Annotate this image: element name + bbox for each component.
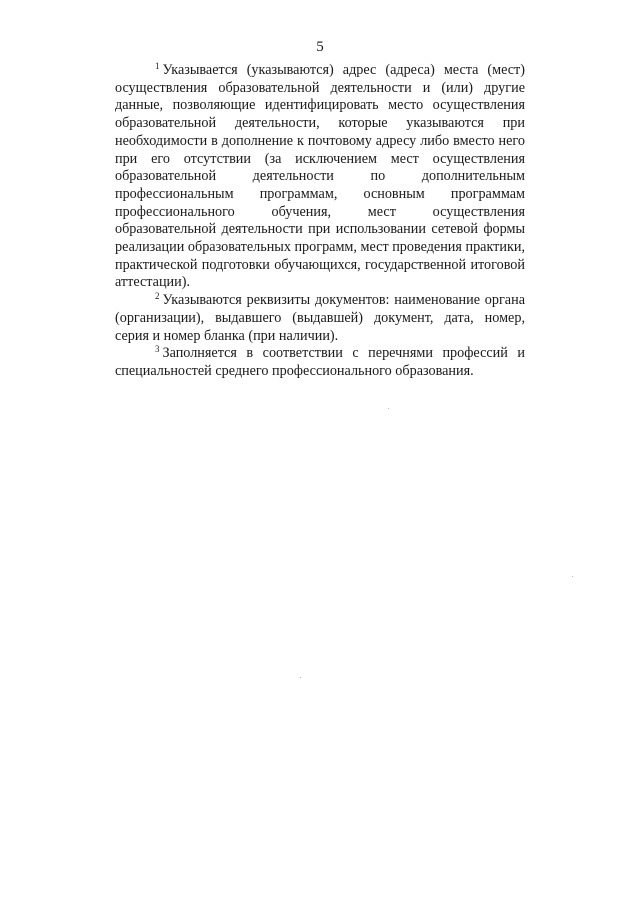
footnote-text-2: Указываются реквизиты документов: наименование органа (организации), выдавшего (выдавшей) документ, дата, номер, серия и номер бланка (при наличии).	[115, 292, 525, 344]
footnote-marker-3: 3	[155, 344, 160, 355]
footnotes-section	[115, 62, 525, 381]
footnote-1	[115, 62, 525, 292]
footnote-marker-2: 2	[155, 291, 160, 302]
footnote-text-1: Указывается (указываются) адрес (адреса) места (мест) осуществления образовательной деятельности и (или) другие данные, позволяющие идентифицировать место осуществления образовательной деятельности, которые указываются при необходимости в дополнение к почтовому адресу либо вместо него при его отсутствии (за исключением мест осуществления образовательной деятельности по дополнительным профессиональным программам, основным программам профессионального обучения, мест осуществления образовательной деятельности при использовании сетевой формы реализации образовательных программ, мест проведения практики, практической подготовки обучающихся, государственной итоговой аттестации).	[115, 62, 525, 291]
footnote-3	[115, 345, 525, 380]
scan-speck	[572, 576, 573, 577]
footnote-text-3: Заполняется в соответствии с перечнями профессий и специальностей среднего профессионального образования.	[115, 345, 525, 379]
page-number: 5	[316, 39, 324, 55]
scan-speck	[388, 408, 389, 409]
footnote-marker-1: 1	[155, 61, 160, 71]
footnote-2	[115, 292, 525, 345]
scan-speck	[300, 677, 301, 678]
